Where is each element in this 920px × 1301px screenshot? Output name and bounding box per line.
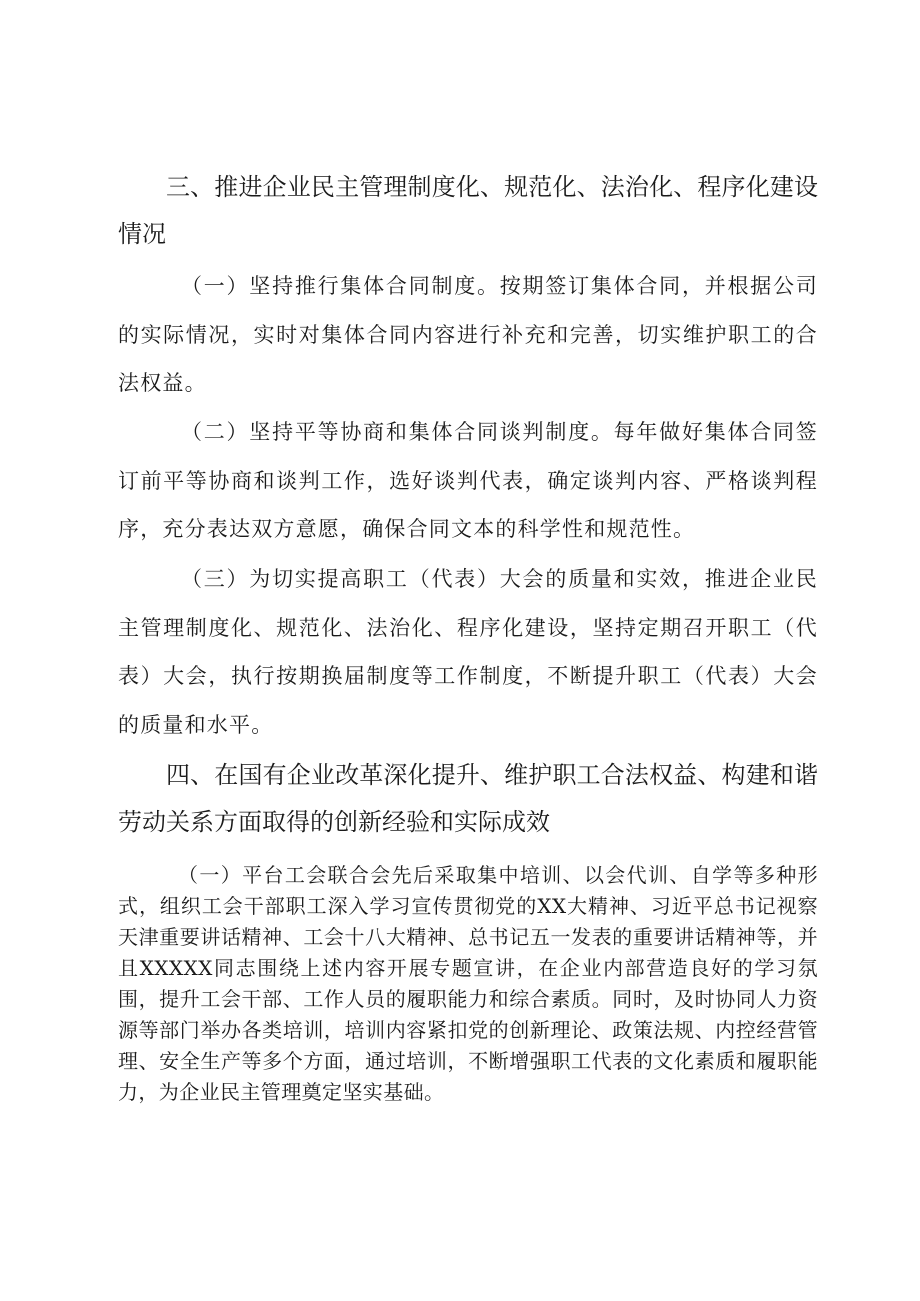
paragraph-3-1: （一）坚持推行集体合同制度。按期签订集体合同，并根据公司的实际情况，实时对集体合同内容进行补充和完善，切实维护职工的合法权益。	[118, 274, 818, 395]
paragraph-3-3: （三）为切实提高职工（代表）大会的质量和实效，推进企业民主管理制度化、规范化、法治化、程序化建设，坚持定期召开职工（代表）大会，执行按期换届制度等工作制度，不断提升职工（代表）大会的质量和水平。	[118, 567, 818, 737]
section-heading-3: 三、推进企业民主管理制度化、规范化、法治化、程序化建设情况	[118, 173, 818, 248]
paragraph-4-1: （一）平台工会联合会先后采取集中培训、以会代训、自学等多种形式，组织工会干部职工深入学习宣传贯彻党的XX大精神、习近平总书记视察天津重要讲话精神、工会十八大精神、总书记五一发表的重要讲话精神等，并且XXXXX同志围绕上述内容开展专题宣讲，在企业内部营造良好的学习氛围，提升工会干部、工作人员的履职能力和综合素质。同时，及时协同人力资源等部门举办各类培训，培训内容紧扣党的创新理论、政策法规、内控经营管理、安全生产等多个方面，通过培训，不断增强职工代表的文化素质和履职能力，为企业民主管理奠定坚实基础。	[118, 863, 818, 1104]
paragraph-3-2: （二）坚持平等协商和集体合同谈判制度。每年做好集体合同签订前平等协商和谈判工作，选好谈判代表，确定谈判内容、严格谈判程序，充分表达双方意愿，确保合同文本的科学性和规范性。	[118, 420, 818, 541]
section-heading-4: 四、在国有企业改革深化提升、维护职工合法权益、构建和谐劳动关系方面取得的创新经验和实际成效	[118, 761, 818, 836]
